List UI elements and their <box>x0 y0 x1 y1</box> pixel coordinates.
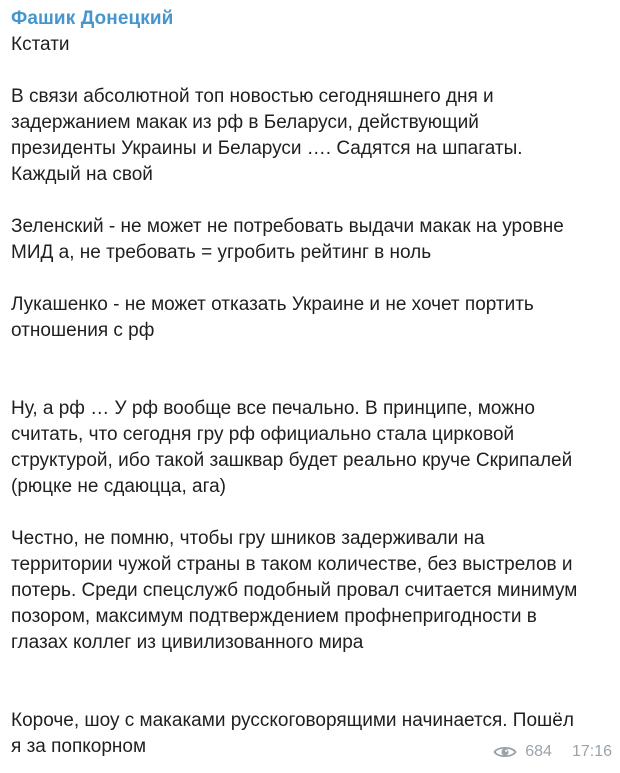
message-time: 17:16 <box>571 743 612 760</box>
text-line: (рюцке не сдаюцца, ага) <box>11 476 227 497</box>
text-line: я за попкорном <box>11 736 147 757</box>
text-line: Зеленский - не может не потребовать выдачи макак на уровне <box>11 216 564 237</box>
text-line: территории чужой страны в таком количестве, без выстрелов и <box>11 554 573 575</box>
view-count: 684 <box>525 743 552 760</box>
author-name[interactable]: Фашик Донецкий <box>11 8 174 29</box>
text-line: задержанием макак из рф в Беларуси, действующий <box>11 112 479 133</box>
blank-line <box>11 656 608 682</box>
text-line: президенты Украины и Беларуси …. Садятся на шпагаты. <box>11 138 523 159</box>
text-line: Лукашенко - не может отказать Украине и не хочет портить <box>11 294 534 315</box>
text-line: В связи абсолютной топ новостью сегодняшнего дня и <box>11 86 494 107</box>
text-line: Ну, а рф … У рф вообще все печально. В принципе, можно <box>11 398 535 419</box>
text-line: позором, максимум подтверждением профнепригодности в <box>11 606 537 627</box>
message-meta <box>493 741 612 763</box>
blank-line <box>11 370 608 396</box>
text-line: Каждый на свой <box>11 164 153 185</box>
text-line: считать, что сегодня гру рф официально стала цирковой <box>11 424 515 445</box>
text-line: глазах коллег из цивилизованного мира <box>11 632 364 653</box>
blank-line <box>11 500 608 526</box>
text-line: структурой, ибо такой зашквар будет реально круче Скрипалей <box>11 450 573 471</box>
text-line: Короче, шоу с макаками русскоговорящими начинается. Пошёл <box>11 710 574 731</box>
blank-line <box>11 266 608 292</box>
eye-icon <box>493 744 517 760</box>
text-line: отношения с рф <box>11 320 155 341</box>
text-line: Честно, не помню, чтобы гру шников задерживали на <box>11 528 485 549</box>
blank-line <box>11 344 608 370</box>
blank-line <box>11 682 608 708</box>
text-line: потерь. Среди спецслужб подобный провал считается минимум <box>11 580 578 601</box>
text-line: Кстати <box>11 34 70 55</box>
blank-line <box>11 58 608 84</box>
text-line: МИД а, не требовать = угробить рейтинг в ноль <box>11 242 432 263</box>
message-text <box>11 32 608 760</box>
blank-line <box>11 188 608 214</box>
